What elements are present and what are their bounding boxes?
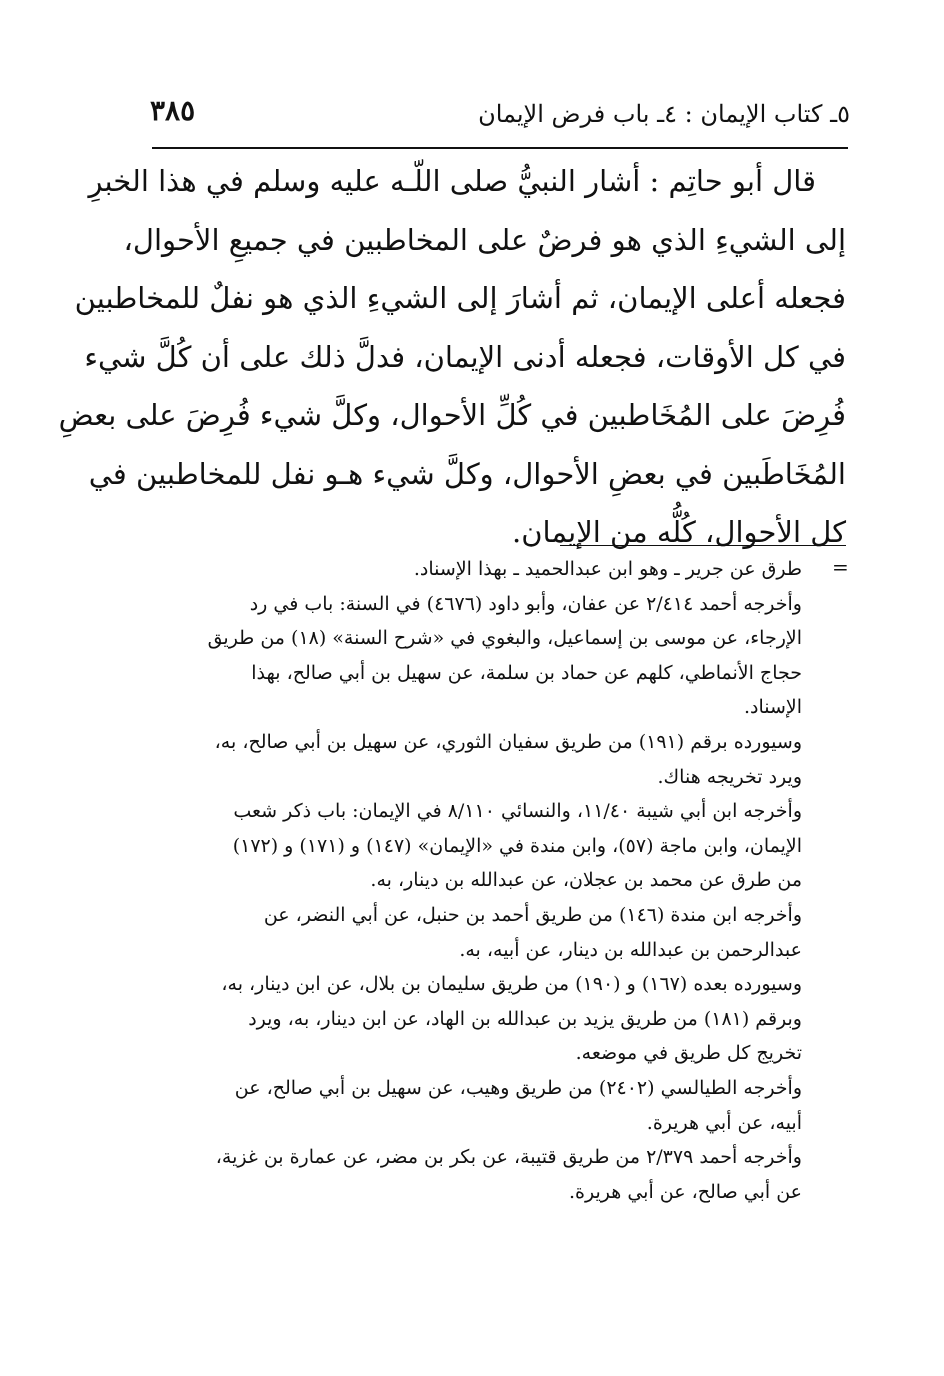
main-text-line: إلى الشيءِ الذي هو فرضٌ على المخاطبين في جميعِ الأحوال، — [123, 222, 846, 257]
footnote-line: وبرقم (١٨١) من طريق يزيد بن عبدالله بن الهاد، عن ابن دينار، به، ويرد — [248, 1007, 802, 1030]
footnote-line: عن أبي صالح، عن أبي هريرة. — [569, 1180, 802, 1203]
footnote-rule — [560, 545, 846, 546]
footnote-line: تخريج كل طريق في موضعه. — [575, 1042, 802, 1065]
footnote-line: حجاج الأنماطي، كلهم عن حماد بن سلمة، عن سهيل بن أبي صالح، بهذا — [251, 661, 802, 684]
main-text-line: المُخَاطَبين في بعضِ الأحوال، وكلَّ شيء هـو نفل للمخاطبين في — [88, 456, 846, 491]
footnote-line: الإيمان، وابن ماجة (٥٧)، وابن مندة في «الإيمان» (١٤٧) و (١٧١) و (١٧٢) — [232, 834, 802, 857]
footnote-line: وأخرجه أحمد ٢/٤١٤ عن عفان، وأبو داود (٤٦٧٦) في السنة: باب في رد — [249, 592, 802, 615]
page-header — [150, 86, 850, 146]
main-text-line: فجعله أعلى الإيمان، ثم أشارَ إلى الشيءِ الذي هو نفلٌ للمخاطبين — [74, 281, 846, 315]
footnote-line: عبدالرحمن بن عبدالله بن دينار، عن أبيه، به. — [459, 938, 802, 961]
footnote-line: من طرق عن محمد بن عجلان، عن عبدالله بن دينار، به. — [370, 869, 802, 892]
footnote-line: طرق عن جرير ـ وهو ابن عبدالحميد ـ بهذا الإسناد. — [413, 558, 802, 580]
footnote-line: ويرد تخريجه هناك. — [657, 765, 802, 788]
footnote-line: الإرجاء، عن موسى بن إسماعيل، والبغوي في «شرح السنة» (١٨) من طريق — [207, 627, 802, 650]
footnote-line: وسيورده برقم (١٩١) من طريق سفيان الثوري، عن سهيل بن أبي صالح، به، — [214, 730, 802, 753]
footnotes — [150, 552, 802, 1209]
footnote-line: الإسناد. — [743, 696, 802, 719]
main-text-line: قال أبو حاتِم : أشار النبيُّ صلى اللّـه عليه وسلم في هذا الخبرِ — [88, 164, 816, 198]
main-text-line: كل الأحوال، كُلُّه من الإيمان. — [512, 515, 846, 549]
main-text-line: في كل الأوقات، فجعله أدنى الإيمان، فدلَّ ذلك على أن كُلَّ شيء — [84, 339, 846, 374]
running-head: ٥ـ كتاب الإيمان : ٤ـ باب فرض الإيمان — [478, 100, 850, 128]
main-text — [58, 152, 846, 562]
footnote-line: وأخرجه ابن مندة (١٤٦) من طريق أحمد بن حنبل، عن أبي النضر، عن — [263, 903, 802, 926]
footnote-line: وأخرجه الطيالسي (٢٤٠٢) من طريق وهيب، عن سهيل بن أبي صالح، عن — [234, 1076, 802, 1099]
footnote-continuation-marker: = — [832, 555, 849, 579]
footnote-line: أبيه، عن أبي هريرة. — [646, 1111, 802, 1134]
footnote-line: وسيورده بعده (١٦٧) و (١٩٠) من طريق سليمان بن بلال، عن ابن دينار، به، — [221, 973, 802, 996]
footnote-line: وأخرجه ابن أبي شيبة ١١/٤٠، والنسائي ٨/١١٠ في الإيمان: باب ذكر شعب — [233, 800, 802, 823]
header-rule — [152, 147, 848, 149]
page-number: ٣٨٥ — [150, 94, 196, 127]
main-text-line: فُرِضَ على المُخَاطبين في كُلِّ الأحوال، وكلَّ شيء فُرِضَ على بعضِ — [58, 398, 846, 432]
footnote-line: وأخرجه أحمد ٢/٣٧٩ من طريق قتيبة، عن بكر بن مضر، عن عمارة بن غزية، — [215, 1146, 802, 1169]
